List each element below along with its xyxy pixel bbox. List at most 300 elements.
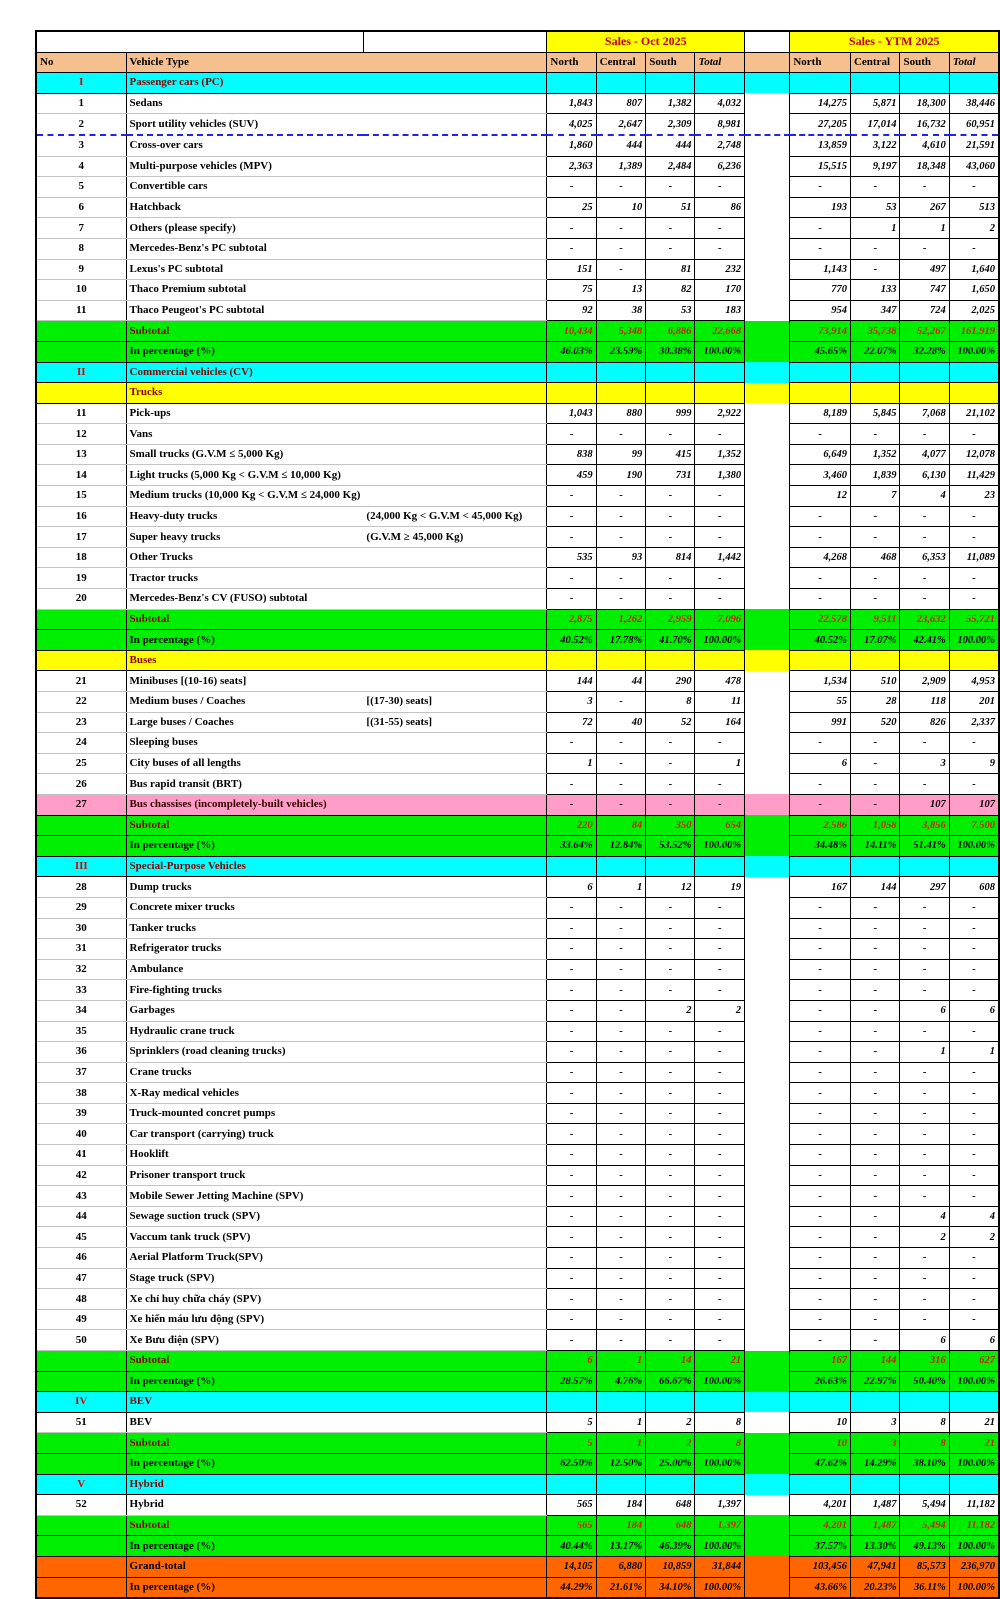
- cell-row-no: 10: [36, 280, 126, 301]
- cell-oct-total: 7,096: [695, 609, 745, 630]
- gap-cell: [745, 114, 790, 135]
- cell-vehicle-spec: [363, 1103, 546, 1124]
- cell-oct-south: 2,959: [646, 609, 695, 630]
- cell-oct-central: -: [596, 1309, 646, 1330]
- cell-row-no: 14: [36, 465, 126, 486]
- gap-cell: [745, 1536, 790, 1557]
- cell-oct-south: 415: [646, 444, 695, 465]
- sales-table-body: [36, 31, 999, 1598]
- cell-ytm-south: -: [900, 918, 949, 939]
- cell-ytm-north: -: [790, 1000, 851, 1021]
- cell-oct-central: -: [596, 939, 646, 960]
- cell-oct-total: 478: [695, 671, 745, 692]
- cell-vehicle-label: Sport utility vehicles (SUV): [126, 114, 363, 135]
- cell-ytm-total: -: [949, 1186, 999, 1207]
- table-row: [36, 692, 999, 713]
- cell-ytm-south: -: [900, 1309, 949, 1330]
- cell-vehicle-spec: [363, 135, 546, 156]
- cell-oct-total: -: [695, 589, 745, 610]
- cell-ytm-south: 18,300: [900, 93, 949, 114]
- cell-oct-north: 72: [547, 712, 596, 733]
- cell-ytm-total: 21,102: [949, 403, 999, 424]
- cell-ytm-total: [949, 1474, 999, 1495]
- cell-row-no: 29: [36, 897, 126, 918]
- gap-cell: [745, 1309, 790, 1330]
- cell-oct-north: -: [547, 1083, 596, 1104]
- cell-oct-total: -: [695, 1021, 745, 1042]
- cell-oct-south: 814: [646, 547, 695, 568]
- cell-ytm-central: 468: [850, 547, 900, 568]
- cell-oct-north: 6: [547, 877, 596, 898]
- cell-ytm-north: [790, 362, 851, 383]
- cell-oct-central: [596, 73, 646, 94]
- cell-row-label: Grand-total: [126, 1556, 547, 1577]
- gap-cell: [745, 1206, 790, 1227]
- cell-oct-central: -: [596, 527, 646, 548]
- cell-ytm-central: [850, 1474, 900, 1495]
- cell-ytm-north: 4,268: [790, 547, 851, 568]
- cell-ytm-south: [900, 1474, 949, 1495]
- gap-cell: [745, 589, 790, 610]
- cell-ytm-south: 1: [900, 1042, 949, 1063]
- cell-oct-central: [596, 1474, 646, 1495]
- cell-vehicle-label: Hydraulic crane truck: [126, 1021, 363, 1042]
- gap-cell: [745, 1186, 790, 1207]
- cell-oct-north: -: [547, 1330, 596, 1351]
- cell-ytm-central: -: [850, 1124, 900, 1145]
- cell-row-label: In percentage (%): [126, 341, 547, 362]
- title-row: [36, 31, 999, 52]
- cell-oct-central: 190: [596, 465, 646, 486]
- gap-cell: [745, 568, 790, 589]
- cell-ytm-total: -: [949, 506, 999, 527]
- cell-vehicle-label: Cross-over cars: [126, 135, 363, 156]
- cell-oct-total: 2,922: [695, 403, 745, 424]
- cell-ytm-total: -: [949, 238, 999, 259]
- cell-oct-south: 731: [646, 465, 695, 486]
- cell-oct-south: -: [646, 753, 695, 774]
- cell-oct-total: [695, 1392, 745, 1413]
- cell-oct-north: -: [547, 733, 596, 754]
- cell-oct-total: -: [695, 794, 745, 815]
- cell-oct-north: -: [547, 1268, 596, 1289]
- cell-ytm-north: 10: [790, 1433, 851, 1454]
- cell-vehicle-spec: [363, 589, 546, 610]
- cell-oct-north: 46.03%: [547, 341, 596, 362]
- cell-vehicle-spec: [363, 1165, 546, 1186]
- cell-ytm-south: 1: [900, 218, 949, 239]
- cell-ytm-total: -: [949, 939, 999, 960]
- cell-row-no: [36, 1351, 126, 1372]
- gap-cell: [745, 383, 790, 404]
- top-blank-left: [36, 31, 363, 52]
- cell-ytm-central: 13.30%: [850, 1536, 900, 1557]
- cell-oct-north: [547, 856, 596, 877]
- cell-oct-north: 565: [547, 1515, 596, 1536]
- cell-row-no: 5: [36, 177, 126, 198]
- cell-oct-north: 6: [547, 1351, 596, 1372]
- cell-ytm-north: -: [790, 1330, 851, 1351]
- cell-vehicle-spec: [363, 568, 546, 589]
- cell-oct-north: -: [547, 1042, 596, 1063]
- cell-row-label: Subtotal: [126, 321, 547, 342]
- cell-row-no: 36: [36, 1042, 126, 1063]
- cell-ytm-central: -: [850, 1330, 900, 1351]
- cell-ytm-north: -: [790, 980, 851, 1001]
- cell-ytm-south: -: [900, 1062, 949, 1083]
- cell-row-label: Trucks: [126, 383, 547, 404]
- cell-oct-central: -: [596, 1289, 646, 1310]
- pct-row: [36, 1453, 999, 1474]
- cell-ytm-north: -: [790, 1227, 851, 1248]
- cell-ytm-total: 11,089: [949, 547, 999, 568]
- cell-oct-south: 14: [646, 1351, 695, 1372]
- top-blank-spec: [363, 31, 546, 52]
- cell-ytm-south: 7,068: [900, 403, 949, 424]
- cell-ytm-central: 347: [850, 300, 900, 321]
- cell-ytm-total: -: [949, 1165, 999, 1186]
- cell-oct-south: 41.70%: [646, 630, 695, 651]
- gap-cell: [745, 238, 790, 259]
- cell-ytm-south: 316: [900, 1351, 949, 1372]
- pct-row: [36, 630, 999, 651]
- table-row: [36, 980, 999, 1001]
- cell-oct-north: 14,105: [547, 1556, 596, 1577]
- gap-cell: [745, 939, 790, 960]
- cell-row-no: 50: [36, 1330, 126, 1351]
- cell-ytm-central: 14.11%: [850, 836, 900, 857]
- cell-oct-south: -: [646, 486, 695, 507]
- cell-ytm-south: -: [900, 424, 949, 445]
- cell-oct-north: -: [547, 897, 596, 918]
- cell-oct-total: 22,668: [695, 321, 745, 342]
- cell-vehicle-spec: [363, 403, 546, 424]
- cell-row-label: Subtotal: [126, 1433, 547, 1454]
- cell-oct-north: -: [547, 1000, 596, 1021]
- cell-vehicle-spec: [363, 959, 546, 980]
- cell-ytm-north: 3,460: [790, 465, 851, 486]
- cell-row-no: II: [36, 362, 126, 383]
- cell-oct-north: 10,434: [547, 321, 596, 342]
- table-row: [36, 177, 999, 198]
- cell-oct-south: -: [646, 1330, 695, 1351]
- cell-vehicle-spec: (G.V.M ≥ 45,000 Kg): [363, 527, 546, 548]
- cell-vehicle-spec: [363, 259, 546, 280]
- gap-cell: [745, 93, 790, 114]
- cell-ytm-central: [850, 856, 900, 877]
- cell-vehicle-label: Thaco Premium subtotal: [126, 280, 363, 301]
- gap-cell: [745, 1103, 790, 1124]
- cell-oct-south: [646, 650, 695, 671]
- cell-oct-central: -: [596, 1165, 646, 1186]
- cell-row-no: 33: [36, 980, 126, 1001]
- cell-oct-north: 144: [547, 671, 596, 692]
- cell-vehicle-spec: [363, 465, 546, 486]
- cell-ytm-central: -: [850, 568, 900, 589]
- gap-cell: [745, 52, 790, 73]
- cell-ytm-north: 167: [790, 877, 851, 898]
- table-row: [36, 1103, 999, 1124]
- cell-ytm-north: 8,189: [790, 403, 851, 424]
- cell-row-no: IV: [36, 1392, 126, 1413]
- cell-ytm-south: 85,573: [900, 1556, 949, 1577]
- cell-oct-north: -: [547, 939, 596, 960]
- gap-cell: [745, 506, 790, 527]
- cell-vehicle-spec: [363, 1227, 546, 1248]
- cell-oct-central: -: [596, 1145, 646, 1166]
- table-row: [36, 1062, 999, 1083]
- cell-ytm-south: 118: [900, 692, 949, 713]
- cell-vehicle-spec: [363, 1083, 546, 1104]
- cell-oct-central: 184: [596, 1495, 646, 1516]
- cell-vehicle-spec: [363, 197, 546, 218]
- cell-oct-north: -: [547, 424, 596, 445]
- cell-oct-total: 86: [695, 197, 745, 218]
- gap-cell: [745, 959, 790, 980]
- cell-oct-north: -: [547, 1309, 596, 1330]
- cell-row-no: 40: [36, 1124, 126, 1145]
- cell-ytm-north: -: [790, 506, 851, 527]
- cell-oct-total: -: [695, 218, 745, 239]
- cell-row-no: 24: [36, 733, 126, 754]
- cell-oct-north: 838: [547, 444, 596, 465]
- cell-ytm-total: -: [949, 1103, 999, 1124]
- cell-ytm-central: -: [850, 424, 900, 445]
- cell-vehicle-spec: [363, 897, 546, 918]
- cell-oct-north: -: [547, 918, 596, 939]
- cell-ytm-north: -: [790, 1145, 851, 1166]
- table-row: [36, 1165, 999, 1186]
- cell-ytm-total: 4,953: [949, 671, 999, 692]
- cell-row-no: 25: [36, 753, 126, 774]
- cell-oct-north: 4,025: [547, 114, 596, 135]
- cell-ytm-south: 38.10%: [900, 1453, 949, 1474]
- gap-cell: [745, 341, 790, 362]
- cell-row-label: Passenger cars (PC): [126, 73, 547, 94]
- gap-cell: [745, 177, 790, 198]
- cell-ytm-south: 23,632: [900, 609, 949, 630]
- cell-ytm-south: 4: [900, 486, 949, 507]
- cell-ytm-central: 3: [850, 1412, 900, 1433]
- cell-oct-total: [695, 383, 745, 404]
- cell-vehicle-label: Mercedes-Benz's PC subtotal: [126, 238, 363, 259]
- cell-ytm-south: [900, 362, 949, 383]
- cell-vehicle-label: Concrete mixer trucks: [126, 897, 363, 918]
- cell-oct-central: -: [596, 692, 646, 713]
- cell-row-label: Subtotal: [126, 815, 547, 836]
- cell-ytm-north: -: [790, 959, 851, 980]
- gap-cell: [745, 1268, 790, 1289]
- cell-oct-total: -: [695, 1062, 745, 1083]
- gap-cell: [745, 918, 790, 939]
- table-row: [36, 733, 999, 754]
- cell-oct-north: 459: [547, 465, 596, 486]
- cell-vehicle-label: Tanker trucks: [126, 918, 363, 939]
- cell-ytm-south: [900, 856, 949, 877]
- gap-cell: [745, 362, 790, 383]
- cell-oct-north: -: [547, 1289, 596, 1310]
- cell-vehicle-spec: (24,000 Kg < G.V.M < 45,000 Kg): [363, 506, 546, 527]
- gap-cell: [745, 424, 790, 445]
- cell-vehicle-label: Hatchback: [126, 197, 363, 218]
- cell-ytm-central: -: [850, 1227, 900, 1248]
- cell-ytm-central: -: [850, 177, 900, 198]
- cell-ytm-south: -: [900, 589, 949, 610]
- cell-ytm-south: 267: [900, 197, 949, 218]
- gap-cell: [745, 444, 790, 465]
- cell-ytm-north: 22,578: [790, 609, 851, 630]
- cell-ytm-south: -: [900, 1165, 949, 1186]
- cell-ytm-central: -: [850, 1289, 900, 1310]
- cell-ytm-central: -: [850, 939, 900, 960]
- cell-oct-total: [695, 73, 745, 94]
- cell-oct-north: -: [547, 527, 596, 548]
- table-row: [36, 877, 999, 898]
- cell-ytm-total: 201: [949, 692, 999, 713]
- cell-oct-south: -: [646, 980, 695, 1001]
- cell-oct-north: -: [547, 1145, 596, 1166]
- cell-oct-south: 1,382: [646, 93, 695, 114]
- table-row: [36, 506, 999, 527]
- cell-ytm-north: 55: [790, 692, 851, 713]
- cell-oct-south: 46.39%: [646, 1536, 695, 1557]
- cell-ytm-central: 5,871: [850, 93, 900, 114]
- gap-cell: [745, 1392, 790, 1413]
- cell-ytm-central: 1,839: [850, 465, 900, 486]
- cell-oct-central: 38: [596, 300, 646, 321]
- cell-row-no: [36, 1515, 126, 1536]
- cell-vehicle-label: Medium buses / Coaches: [126, 692, 363, 713]
- cell-vehicle-spec: [363, 918, 546, 939]
- cell-ytm-central: 9,511: [850, 609, 900, 630]
- gap-cell: [745, 197, 790, 218]
- pink-row: [36, 794, 999, 815]
- cell-oct-total: -: [695, 1330, 745, 1351]
- cell-ytm-north: 2,586: [790, 815, 851, 836]
- cell-vehicle-spec: [(17-30) seats]: [363, 692, 546, 713]
- table-row: [36, 1124, 999, 1145]
- cell-oct-south: -: [646, 1309, 695, 1330]
- cell-ytm-south: -: [900, 568, 949, 589]
- cell-oct-central: -: [596, 959, 646, 980]
- cell-ytm-north: -: [790, 1248, 851, 1269]
- cell-ytm-total: 2,025: [949, 300, 999, 321]
- cell-ytm-north: -: [790, 1021, 851, 1042]
- cell-oct-central: -: [596, 753, 646, 774]
- cell-ytm-north: -: [790, 939, 851, 960]
- cell-row-no: [36, 383, 126, 404]
- cell-ytm-south: 2: [900, 1227, 949, 1248]
- cell-oct-central: -: [596, 1083, 646, 1104]
- cell-oct-total: -: [695, 1103, 745, 1124]
- table-row: [36, 774, 999, 795]
- cell-ytm-total: -: [949, 1289, 999, 1310]
- cell-vehicle-label: Other Trucks: [126, 547, 363, 568]
- cell-row-no: 41: [36, 1145, 126, 1166]
- cell-row-no: 34: [36, 1000, 126, 1021]
- cell-vehicle-spec: [363, 1412, 546, 1433]
- cell-oct-north: [547, 362, 596, 383]
- cell-ytm-north: -: [790, 1103, 851, 1124]
- cell-oct-central: 4.76%: [596, 1371, 646, 1392]
- cell-oct-south: 66.67%: [646, 1371, 695, 1392]
- table-row: [36, 403, 999, 424]
- cell-row-no: [36, 1433, 126, 1454]
- pct-row: [36, 1536, 999, 1557]
- cell-vehicle-label: Truck-mounted concret pumps: [126, 1103, 363, 1124]
- cell-oct-total: -: [695, 897, 745, 918]
- cell-row-no: [36, 1577, 126, 1598]
- cell-oct-total: -: [695, 1186, 745, 1207]
- cell-ytm-north: [790, 650, 851, 671]
- gap-cell: [745, 31, 790, 52]
- cell-vehicle-label: Light trucks (5,000 Kg < G.V.M ≤ 10,000 Kg): [126, 465, 363, 486]
- table-row: [36, 218, 999, 239]
- table-row: [36, 753, 999, 774]
- cell-oct-south: [646, 73, 695, 94]
- cell-oct-central: 1: [596, 1351, 646, 1372]
- cell-ytm-north: 10: [790, 1412, 851, 1433]
- cell-ytm-total: -: [949, 959, 999, 980]
- cell-ytm-north: -: [790, 1289, 851, 1310]
- ytm-region-header-central: Central: [850, 52, 900, 73]
- cell-oct-south: 8: [646, 692, 695, 713]
- cell-vehicle-spec: [363, 218, 546, 239]
- oct-block-title: Sales - Oct 2025: [547, 31, 745, 52]
- gap-cell: [745, 877, 790, 898]
- cell-ytm-total: 12,078: [949, 444, 999, 465]
- gap-cell: [745, 753, 790, 774]
- cell-row-no: 16: [36, 506, 126, 527]
- cell-ytm-central: -: [850, 1145, 900, 1166]
- cell-ytm-north: 1,143: [790, 259, 851, 280]
- cell-vehicle-label: Lexus's PC subtotal: [126, 259, 363, 280]
- cell-oct-central: [596, 383, 646, 404]
- cell-oct-central: 17.78%: [596, 630, 646, 651]
- cell-oct-total: -: [695, 939, 745, 960]
- cell-ytm-total: 100.00%: [949, 836, 999, 857]
- cell-row-no: 12: [36, 424, 126, 445]
- cell-oct-south: 2,309: [646, 114, 695, 135]
- gap-cell: [745, 1042, 790, 1063]
- cell-ytm-south: 4,610: [900, 135, 949, 156]
- gap-cell: [745, 856, 790, 877]
- cell-ytm-north: -: [790, 218, 851, 239]
- cell-ytm-south: 6: [900, 1000, 949, 1021]
- cell-ytm-south: 5,494: [900, 1515, 949, 1536]
- cell-oct-total: -: [695, 527, 745, 548]
- gap-cell: [745, 1289, 790, 1310]
- cell-vehicle-label: X-Ray medical vehicles: [126, 1083, 363, 1104]
- cell-ytm-north: -: [790, 918, 851, 939]
- cell-vehicle-label: BEV: [126, 1412, 363, 1433]
- cell-oct-total: 100.00%: [695, 1536, 745, 1557]
- table-row: [36, 1495, 999, 1516]
- cell-ytm-central: -: [850, 1248, 900, 1269]
- ytm-region-header-total: Total: [949, 52, 999, 73]
- cell-row-no: 28: [36, 877, 126, 898]
- cell-oct-total: 1,442: [695, 547, 745, 568]
- cell-row-no: 22: [36, 692, 126, 713]
- cell-oct-south: -: [646, 1124, 695, 1145]
- cell-ytm-central: 3: [850, 1433, 900, 1454]
- cell-ytm-total: -: [949, 589, 999, 610]
- cell-oct-central: 184: [596, 1515, 646, 1536]
- cell-row-no: 20: [36, 589, 126, 610]
- cell-oct-central: -: [596, 1248, 646, 1269]
- table-row: [36, 897, 999, 918]
- cell-oct-north: -: [547, 980, 596, 1001]
